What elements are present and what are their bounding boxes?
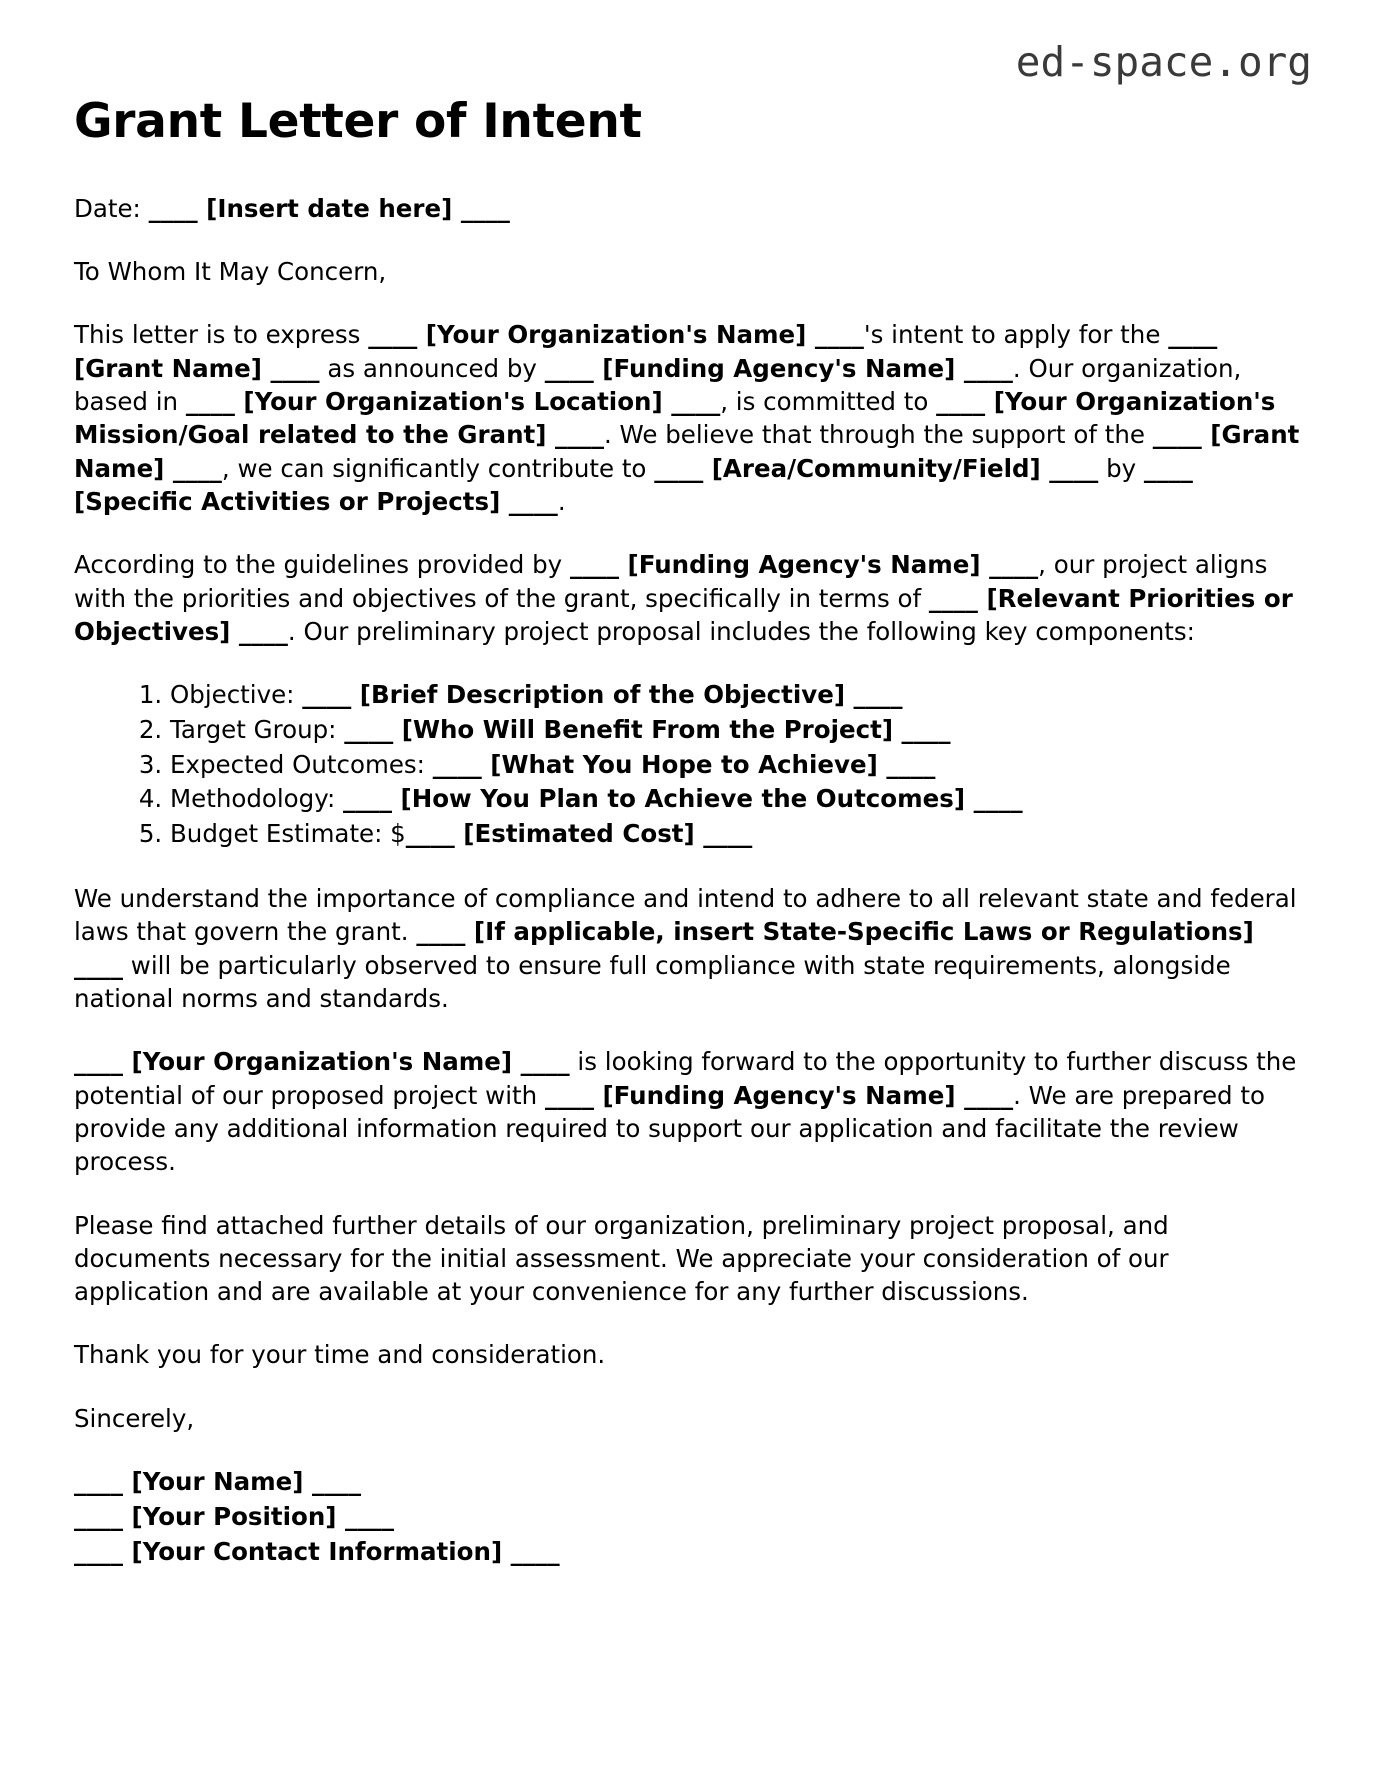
p1-blank-14: ____ (1040, 453, 1099, 483)
signature-line (74, 1465, 1304, 1500)
p1-blank-10: ____ (546, 420, 604, 450)
p3-text-2: will be particularly observed to ensure full compliance with state requirements, alongside national norms and standards. (74, 950, 1231, 1013)
component-blank-before: ____ (344, 714, 402, 744)
p4-blank-3: ____ (544, 1080, 603, 1110)
p1-blank-15: ____ (1143, 453, 1193, 483)
p1-blank-4: ____ (262, 353, 320, 383)
signature-blank-before: ____ (74, 1467, 132, 1497)
p2-field-agency-name: [Funding Agency's Name] (627, 550, 981, 580)
component-blank-before: ____ (405, 819, 464, 849)
component-field: [How You Plan to Achieve the Outcomes] (400, 784, 966, 814)
component-field: [What You Hope to Achieve] (490, 749, 878, 779)
p1-field-agency-name: [Funding Agency's Name] (602, 353, 956, 383)
component-label: Target Group: (170, 714, 345, 744)
p1-field-grant-name: [Grant Name] (74, 353, 262, 383)
p2-blank-4: ____ (230, 616, 288, 646)
p1-blank-7: ____ (185, 386, 244, 416)
component-field: [Estimated Cost] (463, 819, 695, 849)
p1-blank-9: ____ (936, 386, 994, 416)
p1-blank-3: ____ (1168, 320, 1218, 350)
p1-blank-13: ____ (654, 453, 712, 483)
key-components-list (74, 678, 1304, 852)
closing: Sincerely, (74, 1403, 195, 1433)
p4-field-agency-name: [Funding Agency's Name] (602, 1080, 956, 1110)
p3-blank-2: ____ (74, 950, 123, 980)
signature-blank-before: ____ (74, 1536, 132, 1566)
p4-blank-2: ____ (512, 1047, 570, 1077)
component-blank-before: ____ (302, 680, 360, 710)
paragraph-thanks: Thank you for your time and consideration. (74, 1340, 606, 1370)
date-field: [Insert date here] (206, 193, 453, 223)
list-item (170, 817, 1304, 852)
signature-field-name: [Your Name] (131, 1467, 304, 1497)
component-label: Expected Outcomes: (170, 749, 433, 779)
date-blank-after: ____ (452, 193, 510, 223)
p1-text-8: by (1098, 453, 1144, 483)
p1-text-3: as announced by (319, 353, 545, 383)
p4-field-org-name: [Your Organization's Name] (131, 1047, 513, 1077)
p1-field-org-location: [Your Organization's Location] (243, 386, 663, 416)
list-item (170, 782, 1304, 817)
p1-blank-6: ____ (955, 353, 1013, 383)
date-blank-before: ____ (148, 193, 207, 223)
list-item (170, 678, 1304, 713)
page-title: Grant Letter of Intent (74, 94, 642, 149)
p4-blank-1: ____ (74, 1047, 132, 1077)
signature-line (74, 1535, 1304, 1570)
p1-text-5: , is committed to (720, 386, 937, 416)
component-blank-after: ____ (877, 749, 936, 779)
component-blank-after: ____ (893, 714, 951, 744)
signature-blank-before: ____ (74, 1501, 132, 1531)
signature-field-contact: [Your Contact Information] (131, 1536, 503, 1566)
signature-blank-after: ____ (303, 1467, 362, 1497)
component-label: Objective: (170, 680, 303, 710)
p4-blank-4: ____ (955, 1080, 1014, 1110)
p3-blank-1: ____ (416, 917, 474, 947)
component-blank-after: ____ (845, 680, 903, 710)
salutation: To Whom It May Concern, (74, 257, 387, 286)
component-label: Budget Estimate: $ (170, 819, 406, 849)
p1-text-1: This letter is to express (74, 320, 369, 350)
p1-blank-8: ____ (662, 386, 721, 416)
paragraph-intent (74, 318, 1304, 518)
p2-blank-3: ____ (928, 583, 987, 613)
p2-blank-2: ____ (980, 550, 1039, 580)
p1-blank-2: ____ (806, 320, 864, 350)
p1-text-7: , we can significantly contribute to (221, 453, 655, 483)
paragraph-compliance (74, 882, 1304, 1015)
component-blank-before: ____ (432, 749, 491, 779)
p1-blank-16: ____ (500, 486, 558, 516)
component-field: [Brief Description of the Objective] (359, 680, 846, 710)
paragraph-guidelines (74, 548, 1304, 648)
p1-field-org-name: [Your Organization's Name] (425, 320, 807, 350)
date-line (74, 192, 1304, 225)
p2-text-2: , our project aligns with the priorities and objectives of the grant, specifically in terms of (74, 550, 1268, 613)
component-blank-before: ____ (342, 784, 401, 814)
component-label: Methodology: (170, 784, 343, 814)
date-label: Date: (74, 193, 149, 223)
component-field: [Who Will Benefit From the Project] (401, 714, 894, 744)
p1-blank-1: ____ (368, 320, 426, 350)
p1-blank-12: ____ (164, 453, 222, 483)
p3-field-state-laws: [If applicable, insert State-Specific Laws or Regulations] (473, 917, 1254, 947)
list-item (170, 748, 1304, 783)
p3-text-1: We understand the importance of compliance and intend to adhere to all relevant state and federal laws that govern the grant. (74, 884, 1297, 947)
document-content (74, 96, 1304, 1569)
p1-text-6: . We believe that through the support of the (603, 420, 1153, 450)
p4-text-1: is looking forward to the opportunity to further discuss the potential of our proposed project with (74, 1047, 1297, 1110)
p2-blank-1: ____ (569, 550, 628, 580)
p1-text-2: 's intent to apply for the (863, 320, 1169, 350)
paragraph-attachments: Please find attached further details of our organization, preliminary project proposal, and documents necessary for the initial assessment. We appreciate your consideration of our application and are available at your convenience for any further discussions. (74, 1210, 1169, 1307)
list-item (170, 713, 1304, 748)
signature-blank-after: ____ (336, 1501, 394, 1531)
p1-field-activities: [Specific Activities or Projects] (74, 486, 501, 516)
p1-field-area: [Area/Community/Field] (711, 453, 1041, 483)
signature-field-position: [Your Position] (131, 1501, 337, 1531)
p1-text-9: . (557, 486, 566, 516)
p1-text-4: . Our organization, based in (74, 353, 1242, 416)
p2-text-1: According to the guidelines provided by (74, 550, 570, 580)
p2-text-3: . Our preliminary project proposal includes the following key components: (287, 616, 1195, 646)
p1-field-mission: [Your Organization's Mission/Goal related to the Grant] (74, 386, 1276, 450)
p2-field-priorities: [Relevant Priorities or Objectives] (74, 583, 1293, 646)
site-brand: ed-space.org (1015, 38, 1312, 86)
p4-text-2: . We are prepared to provide any additional information required to support our application and facilitate the review process. (74, 1080, 1265, 1177)
signature-block (74, 1465, 1304, 1569)
component-blank-after: ____ (965, 784, 1023, 814)
signature-line (74, 1500, 1304, 1535)
component-blank-after: ____ (694, 819, 753, 849)
signature-blank-after: ____ (502, 1536, 560, 1566)
paragraph-followup (74, 1045, 1304, 1178)
p1-field-grant-name-2: [Grant Name] (74, 420, 1300, 483)
p1-blank-5: ____ (544, 353, 603, 383)
p1-blank-11: ____ (1152, 420, 1211, 450)
